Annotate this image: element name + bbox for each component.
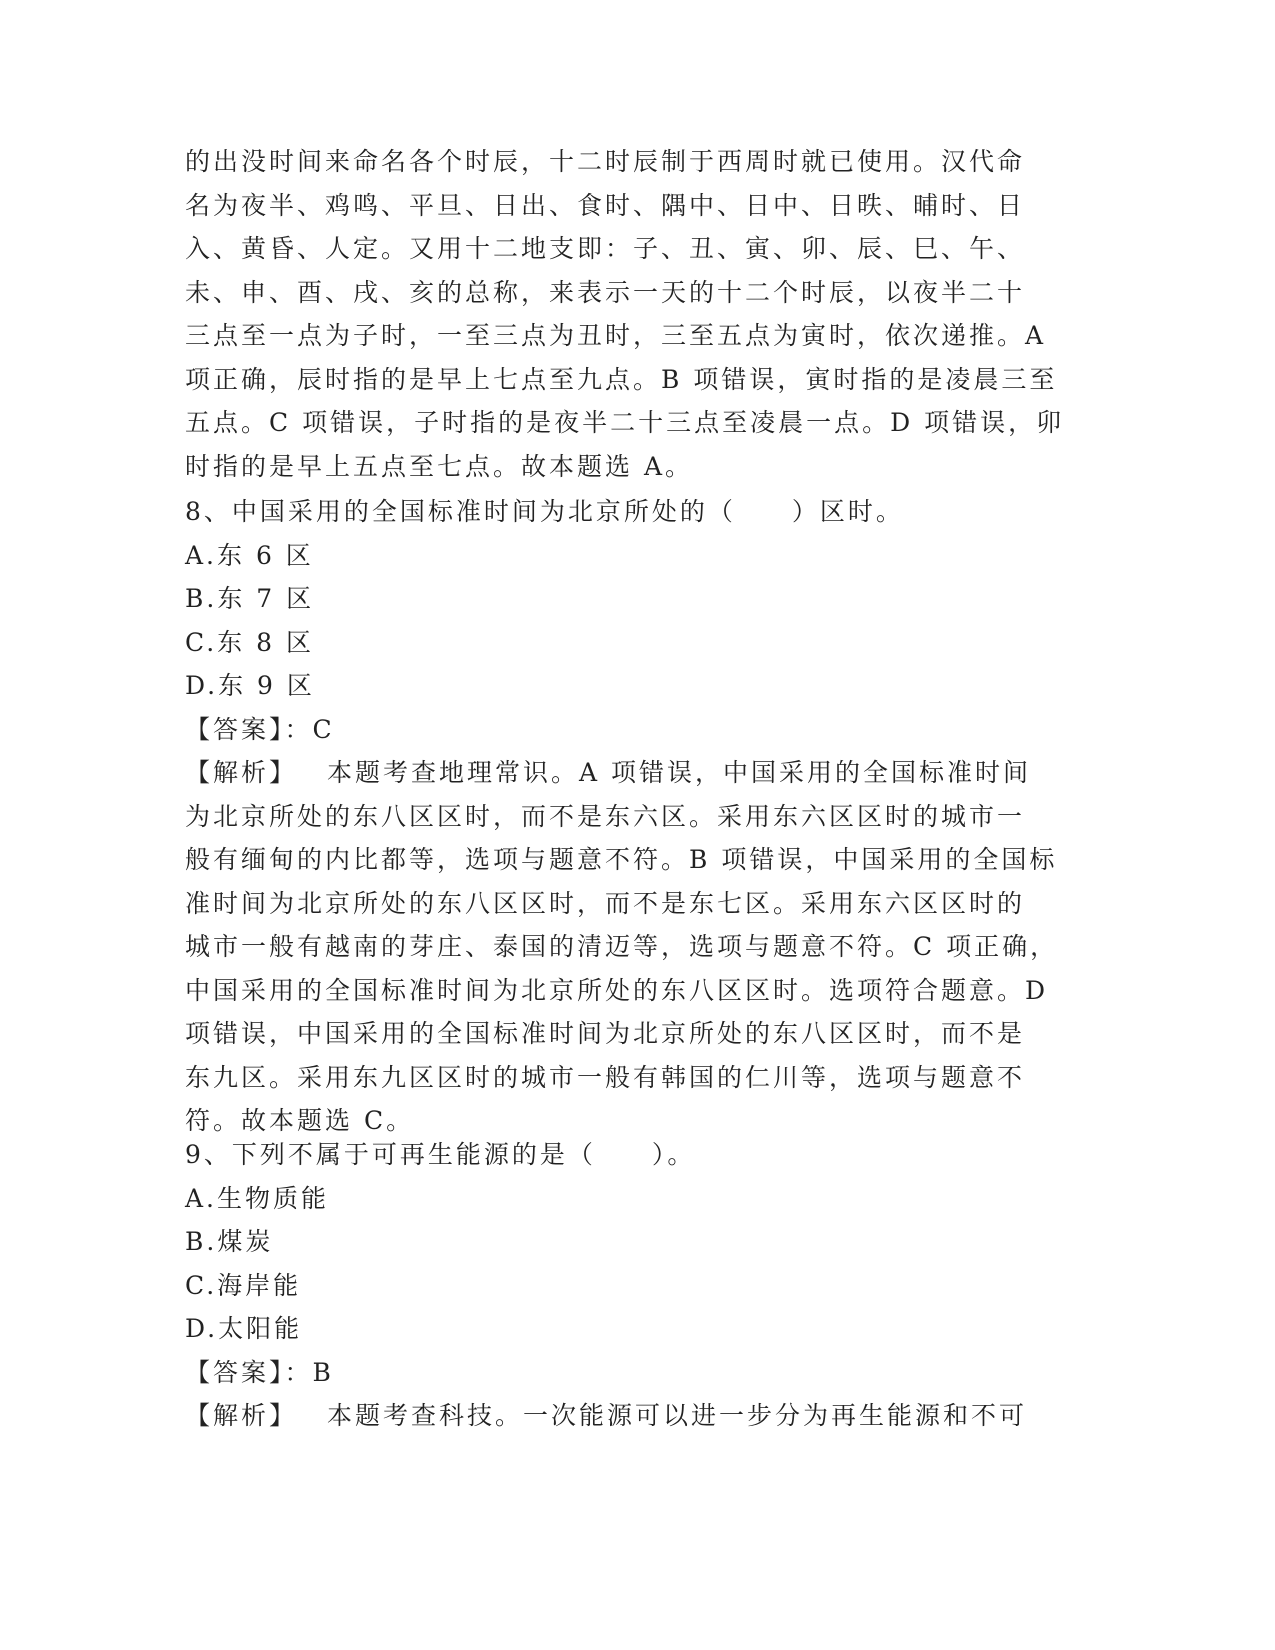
analysis-text-line: 东九区。采用东九区区时的城市一般有韩国的仁川等，选项与题意不: [185, 1062, 1026, 1092]
analysis-first-line: [185, 1394, 1085, 1438]
question-stem: 9、下列不属于可再生能源的是（ ）。: [185, 1140, 696, 1169]
previous-analysis-continuation: [185, 140, 1085, 488]
analysis-text-line: 为北京所处的东八区区时，而不是东六区。采用东六区区时的城市一: [185, 801, 1026, 831]
option-c: C.海岸能: [185, 1270, 302, 1300]
analysis-label: 【解析】: [185, 758, 298, 787]
analysis-text: 本题考查地理常识。A 项错误，中国采用的全国标准时间: [327, 758, 1032, 787]
text-line: 项正确，辰时指的是早上七点至九点。B 项错误，寅时指的是凌晨三至: [185, 364, 1058, 394]
option-d: D.太阳能: [185, 1314, 303, 1343]
option-b: B.东 7 区: [185, 584, 315, 613]
analysis-first-line: [185, 751, 1085, 795]
option-a: A.生物质能: [185, 1183, 330, 1213]
option-c: C.东 8 区: [185, 627, 314, 657]
analysis-label: 【解析】: [185, 1401, 298, 1430]
option-b: B.煤炭: [185, 1227, 274, 1256]
analysis-text-line: 般有缅甸的内比都等，选项与题意不符。B 项错误，中国采用的全国标: [185, 845, 1058, 874]
question-8: [185, 490, 1085, 1143]
text-line: 时指的是早上五点至七点。故本题选 A。: [185, 451, 694, 481]
text-line: 三点至一点为子时，一至三点为丑时，三至五点为寅时，依次递推。A: [185, 321, 1047, 350]
analysis-text: 本题考查科技。一次能源可以进一步分为再生能源和不可: [327, 1401, 1028, 1430]
option-a: A.东 6 区: [185, 540, 314, 570]
analysis-text-line: 中国采用的全国标准时间为北京所处的东八区区时。选项符合题意。D: [185, 975, 1049, 1005]
answer-line: 【答案】：C: [185, 714, 335, 744]
text-line: 的出没时间来命名各个时辰，十二时辰制于西周时就已使用。汉代命: [185, 147, 1026, 176]
question-9: [185, 1133, 1085, 1438]
analysis-text-line: 符。故本题选 C。: [185, 1106, 415, 1135]
analysis-text-line: 城市一般有越南的芽庄、泰国的清迈等，选项与题意不符。C 项正确，: [185, 932, 1059, 961]
text-line: 名为夜半、鸡鸣、平旦、日出、食时、隅中、日中、日昳、晡时、日: [185, 190, 1026, 220]
text-line: 入、黄昏、人定。又用十二地支即：子、丑、寅、卯、辰、巳、午、: [185, 234, 1026, 263]
question-stem: 8、中国采用的全国标准时间为北京所处的（ ）区时。: [185, 497, 904, 526]
text-line: 未、申、酉、戌、亥的总称，来表示一天的十二个时辰，以夜半二十: [185, 277, 1026, 307]
option-d: D.东 9 区: [185, 671, 315, 700]
analysis-text-line: 准时间为北京所处的东八区区时，而不是东七区。采用东六区区时的: [185, 888, 1026, 918]
answer-line: 【答案】：B: [185, 1357, 334, 1387]
text-line: 五点。C 项错误，子时指的是夜半二十三点至凌晨一点。D 项错误，卯: [185, 408, 1065, 437]
analysis-text-line: 项错误，中国采用的全国标准时间为北京所处的东八区区时，而不是: [185, 1019, 1026, 1048]
